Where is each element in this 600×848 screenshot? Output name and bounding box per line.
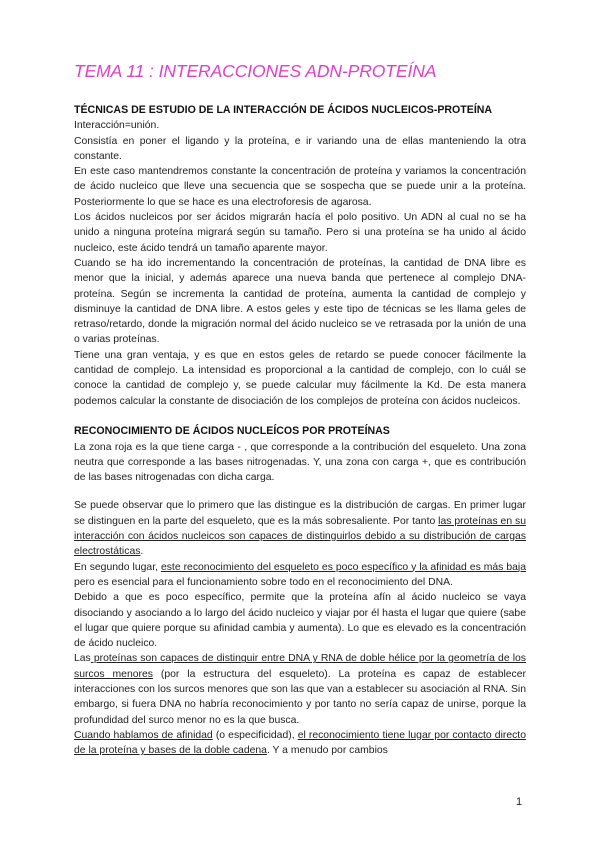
paragraph: Debido a que es poco específico, permite que la proteína afín al ácido nucleico se vaya disociando y asociando a lo largo del ácido nucleico y viajar por él hasta el lugar que quiere (sabe el lugar que quiere porque su afinidad cambia y aumenta). Lo que es elevado es la concentración de ácido nucleico. [74,592,526,650]
text-run: (por la estructura del esqueleto). La proteína es capaz de establecer interacciones con los surcos menores que son las que van a establecer su asociación al RNA. Sin embargo, si fuera DNA no habría reconocimiento y por tanto no sería capaz de unirse, porque la profundidad del surco menor no es la que busca. [74,668,526,726]
underlined-text: Cuando hablamos de afinidad [74,729,213,741]
page-number: 1 [516,796,523,808]
text-run: pero es esencial para el funcionamiento sobre todo en el reconocimiento del DNA. [74,576,453,588]
underlined-text: proteínas son capaces de distinguir entre DNA y RNA de doble hélice por la geometría de los surcos menores [74,653,526,680]
paragraph: La zona roja es la que tiene carga - , que corresponde a la contribución del esqueleto. Una zona neutra que corresponde a las bases nitrogenadas. Y, una zona con carga +, que es contribución de las bases nitrogenadas con dicha carga. [74,441,526,484]
paragraph: Consistía en poner el ligando y la proteína, e ir variando una de ellas manteniendo la otra constante. [74,135,526,162]
paragraph [74,651,526,727]
paragraph: Cuando se ha ido incrementando la concentración de proteínas, la cantidad de DNA libre es menor que la inicial, y además aparece una nueva banda que pertenece al complejo DNA-proteína. Según se incrementa la cantidad de proteína, aumenta la cantidad de complejo y disminuye la cantidad de DNA libre. A estos geles y este tipo de técnicas se les llama geles de retraso/retardo, donde la migración normal del ácido nucleico se ve retrasada por la unión de una o varias proteínas. [74,257,526,346]
underlined-text: este reconocimiento del esqueleto es poco específico y la afinidad es más baja [160,561,527,573]
paragraph [74,560,526,591]
section-heading-recognition: RECONOCIMIENTO DE ÁCIDOS NUCLEÍCOS POR PROTEÍNAS [74,425,390,438]
paragraph: Tiene una gran ventaja, y es que en estos geles de retardo se puede conocer fácilmente la cantidad de complejo. La intensidad es proporcional a la cantidad de complejo, con lo cuál se conoce la cantidad de complejo y, se puede calcular muy fácilmente la Kd. De esta manera podemos calcular la constante de disociación de los complejos de proteína con ácidos nucleicos. [74,349,526,407]
paragraph: Los ácidos nucleicos por ser ácidos migrarán hacía el polo positivo. Un ADN al cual no se ha unido a ninguna proteína migrará según su tamaño. Pero si una proteína se ha unido al ácido nucleico, este ácido tendrá un tamaño aparente mayor. [74,212,526,254]
spacer [74,409,526,424]
paragraph [74,498,526,559]
underlined-text: el reconocimiento tiene lugar por contacto directo de la proteína y bases de la doble cadena [74,729,526,757]
text-run: (o especificidad), [212,729,298,741]
text-run: Se puede observar que lo primero que las distingue es la distribución de cargas. En primer lugar se distinguen en la parte del esqueleto, que es la más sobresaliente. Por tanto [74,500,526,527]
text-run: Las [74,653,91,665]
underlined-text: las proteínas en su interacción con ácidos nucleicos son capaces de distinguirlos debido a su distribución de cargas electrostáticas [74,515,526,558]
paragraph [74,728,526,759]
text-run: . [140,546,144,558]
paragraph: Interacción=unión. [74,120,160,132]
text-run: . Y a menudo por cambios [266,745,388,757]
paragraph: En este caso mantendremos constante la concentración de proteína y variamos la concentración de ácido nucleico que lleve una secuencia que se sospecha que se puede unir a la proteína. Posteriormente lo que se hace es una electroforesis de agarosa. [74,166,526,208]
page-title: TEMA 11 : INTERACCIONES ADN-PROTEÍNA [74,61,437,81]
text-run: En segundo lugar, [74,561,161,573]
section-heading-techniques: TÉCNICAS DE ESTUDIO DE LA INTERACCIÓN DE ÁCIDOS NUCLEICOS-PROTEÍNA [74,104,493,116]
page-content [74,60,526,758]
spacer [74,485,526,498]
